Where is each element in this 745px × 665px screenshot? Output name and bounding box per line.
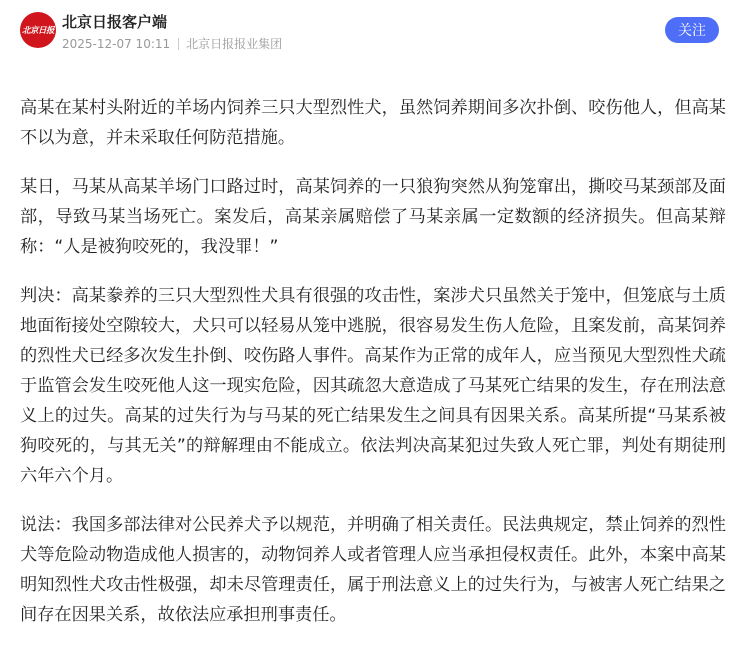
publisher-name[interactable]: 北京日报客户端 [62,13,168,31]
article-paragraph: 高某在某村头附近的羊场内饲养三只大型烈性犬，虽然饲养期间多次扑倒、咬伤他人，但高某不以为意，并未采取任何防范措施。 [20,98,726,148]
post-meta [62,35,282,52]
post-source: 北京日报报业集团 [186,37,283,51]
article-body [20,93,726,649]
post-timestamp: 2025-12-07 10:11 [62,36,171,51]
article-header [0,0,745,60]
follow-button[interactable]: 关注 [665,17,719,43]
article-paragraph: 判决：高某豢养的三只大型烈性犬具有很强的攻击性，案涉犬只虽然关于笼中，但笼底与土质地面衔接处空隙较大，犬只可以轻易从笼中逃脱，很容易发生伤人危险，且案发前，高某饲养的烈性犬已经多次发生扑倒、咬伤路人事件。高某作为正常的成年人，应当预见大型烈性犬疏于监管会发生咬死他人这一现实危险，因其疏忽大意造成了马某死亡结果的发生，存在刑法意义上的过失。高某的过失行为与马某的死亡结果发生之间具有因果关系。高某所提“马某系被狗咬死的，与其无关”的辩解理由不能成立。依法判决高某犯过失致人死亡罪，判处有期徒刑六年六个月。 [20,286,726,486]
article-paragraph: 某日，马某从高某羊场门口路过时，高某饲养的一只狼狗突然从狗笼窜出，撕咬马某颈部及面部，导致马某当场死亡。案发后，高某亲属赔偿了马某亲属一定数额的经济损失。但高某辩称：“人是被狗咬死的，我没罪！” [20,177,726,257]
publisher-logo: 北京日报 [21,26,54,36]
article-paragraph: 说法：我国多部法律对公民养犬予以规范，并明确了相关责任。民法典规定，禁止饲养的烈性犬等危险动物造成他人损害的，动物饲养人或者管理人应当承担侵权责任。此外，本案中高某明知烈性犬攻击性极强，却未尽管理责任，属于刑法意义上的过失行为，与被害人死亡结果之间存在因果关系，故依法应承担刑事责任。 [20,515,726,625]
meta-divider [178,38,179,50]
publisher-avatar[interactable] [20,12,56,48]
